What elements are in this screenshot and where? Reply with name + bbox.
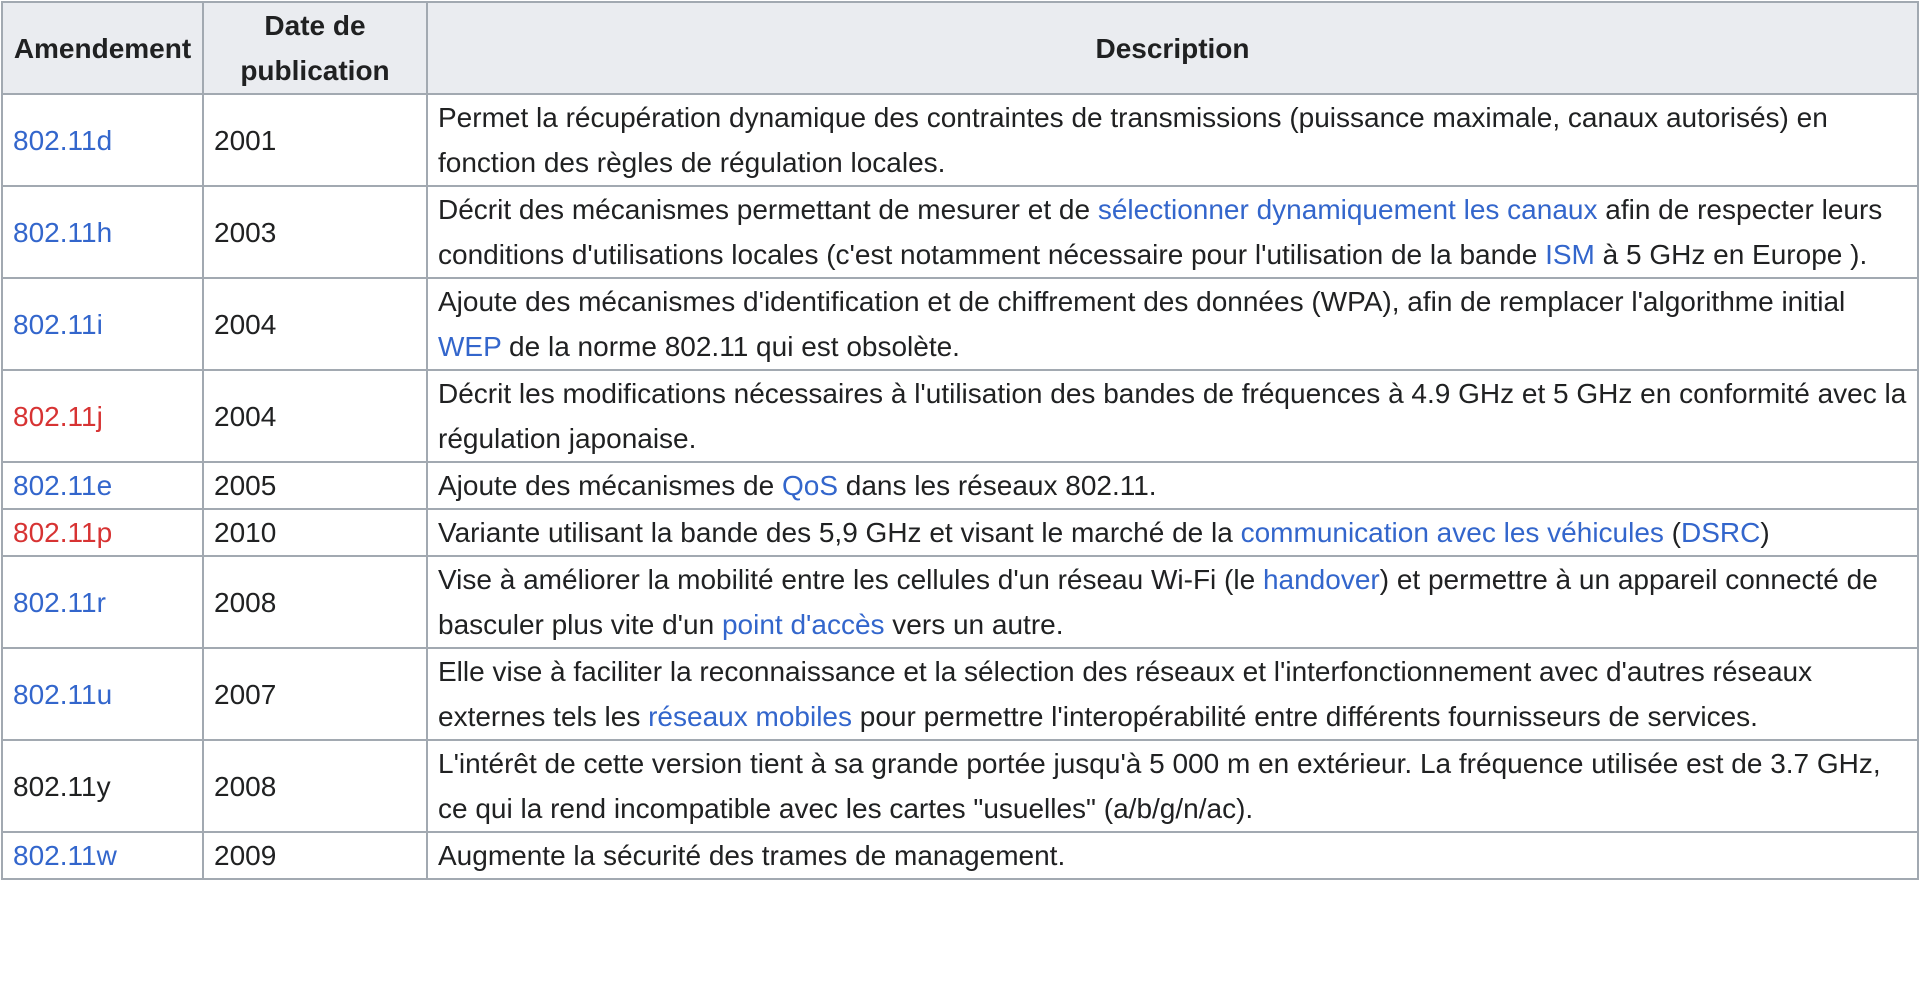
year-cell: 2007: [203, 648, 427, 740]
description-text: ): [1760, 517, 1770, 548]
year-cell: 2004: [203, 370, 427, 462]
description-cell: [427, 556, 1918, 648]
table-row: [2, 556, 1918, 648]
table-row: [2, 186, 1918, 278]
amendment-link[interactable]: 802.11r: [13, 586, 106, 618]
description-link[interactable]: réseaux mobiles: [648, 701, 852, 732]
amendment-cell: [2, 94, 203, 186]
amendment-cell: [2, 556, 203, 648]
description-link[interactable]: QoS: [781, 470, 838, 501]
amendment-cell: [2, 278, 203, 370]
amendment-link[interactable]: 802.11e: [13, 470, 113, 501]
description-text: vers un autre.: [884, 609, 1064, 640]
description-text: Décrit les modifications nécessaires à l'utilisation des bandes de fréquences à 4.9 GHz et 5 GHz en conformité avec la régulation japonaise.: [438, 378, 1907, 454]
amendment-link[interactable]: 802.11p: [13, 517, 113, 548]
year-cell: 2005: [203, 462, 427, 509]
description-cell: [427, 740, 1918, 832]
amendment-link[interactable]: 802.11j: [13, 400, 103, 432]
table-header-row: [2, 2, 1918, 94]
header-description: Description: [427, 2, 1918, 94]
description-text: afin de respecter leurs conditions d'utilisations locales (c'est notamment nécessaire pour l'utilisation de la bande: [438, 194, 1883, 270]
description-cell: [427, 186, 1918, 278]
header-amendment: Amendement: [2, 2, 203, 94]
table-row: [2, 462, 1918, 509]
year-cell: 2009: [203, 832, 427, 879]
header-date-line2: publication: [240, 55, 390, 86]
year-cell: 2008: [203, 740, 427, 832]
amendments-table: [1, 1, 1919, 880]
amendment-cell: [2, 740, 203, 832]
description-text: Vise à améliorer la mobilité entre les cellules d'un réseau Wi-Fi (le: [438, 564, 1263, 595]
amendment-cell: [2, 186, 203, 278]
table-row: [2, 509, 1918, 556]
description-cell: [427, 94, 1918, 186]
amendment-cell: [2, 462, 203, 509]
description-text: de la norme 802.11 qui est obsolète.: [501, 331, 960, 362]
description-text: Augmente la sécurité des trames de management.: [438, 840, 1066, 871]
description-text: Elle vise à faciliter la reconnaissance et la sélection des réseaux et l'interfonctionnement avec d'autres réseaux externes tels les: [438, 656, 1813, 732]
table-row: [2, 740, 1918, 832]
description-cell: [427, 509, 1918, 556]
year-cell: 2001: [203, 94, 427, 186]
description-link[interactable]: point d'accès: [721, 609, 885, 640]
amendment-link: 802.11y: [13, 770, 111, 802]
description-text: Permet la récupération dynamique des contraintes de transmissions (puissance maximale, canaux autorisés) en fonction des règles de régulation locales.: [438, 102, 1828, 178]
description-cell: [427, 370, 1918, 462]
table-row: [2, 94, 1918, 186]
header-date: [203, 2, 427, 94]
description-text: L'intérêt de cette version tient à sa grande portée jusqu'à 5 000 m en extérieur. La fréquence utilisée est de 3.7 GHz, ce qui la rend incompatible avec les cartes "usuelles" (a/b/g/n/ac).: [438, 748, 1881, 824]
amendment-cell: [2, 648, 203, 740]
description-text: à 5 GHz en Europe ).: [1594, 239, 1868, 270]
description-text: dans les réseaux 802.11.: [838, 470, 1157, 501]
description-link[interactable]: DSRC: [1681, 517, 1761, 548]
year-cell: 2003: [203, 186, 427, 278]
description-cell: [427, 648, 1918, 740]
table-row: [2, 278, 1918, 370]
description-text: Ajoute des mécanismes de: [438, 470, 782, 501]
amendment-cell: [2, 832, 203, 879]
year-cell: 2010: [203, 509, 427, 556]
table-row: [2, 370, 1918, 462]
description-link[interactable]: handover: [1262, 564, 1380, 595]
amendment-link[interactable]: 802.11i: [13, 308, 103, 340]
description-cell: [427, 832, 1918, 879]
amendment-link[interactable]: 802.11w: [13, 840, 117, 871]
description-text: Décrit des mécanismes permettant de mesurer et de: [438, 194, 1098, 225]
description-link[interactable]: communication avec les véhicules: [1240, 517, 1664, 548]
header-date-line1: Date de: [264, 10, 366, 41]
description-text: (: [1663, 517, 1682, 548]
table-row: [2, 832, 1918, 879]
amendment-link[interactable]: 802.11d: [13, 124, 113, 156]
table-body: [2, 94, 1918, 879]
description-link[interactable]: ISM: [1545, 239, 1595, 270]
description-text: ) et permettre à un appareil connecté de basculer plus vite d'un: [438, 564, 1878, 640]
description-text: Ajoute des mécanismes d'identification et de chiffrement des données (WPA), afin de remplacer l'algorithme initial: [438, 286, 1846, 317]
description-text: Variante utilisant la bande des 5,9 GHz et visant le marché de la: [438, 517, 1241, 548]
table-row: [2, 648, 1918, 740]
amendment-link[interactable]: 802.11u: [13, 678, 113, 710]
description-link[interactable]: sélectionner dynamiquement les canaux: [1097, 194, 1598, 225]
year-cell: 2008: [203, 556, 427, 648]
description-text: pour permettre l'interopérabilité entre différents fournisseurs de services.: [851, 701, 1758, 732]
description-link[interactable]: WEP: [438, 331, 502, 362]
amendment-cell: [2, 370, 203, 462]
year-cell: 2004: [203, 278, 427, 370]
description-cell: [427, 278, 1918, 370]
amendment-cell: [2, 509, 203, 556]
description-cell: [427, 462, 1918, 509]
amendment-link[interactable]: 802.11h: [13, 216, 113, 248]
